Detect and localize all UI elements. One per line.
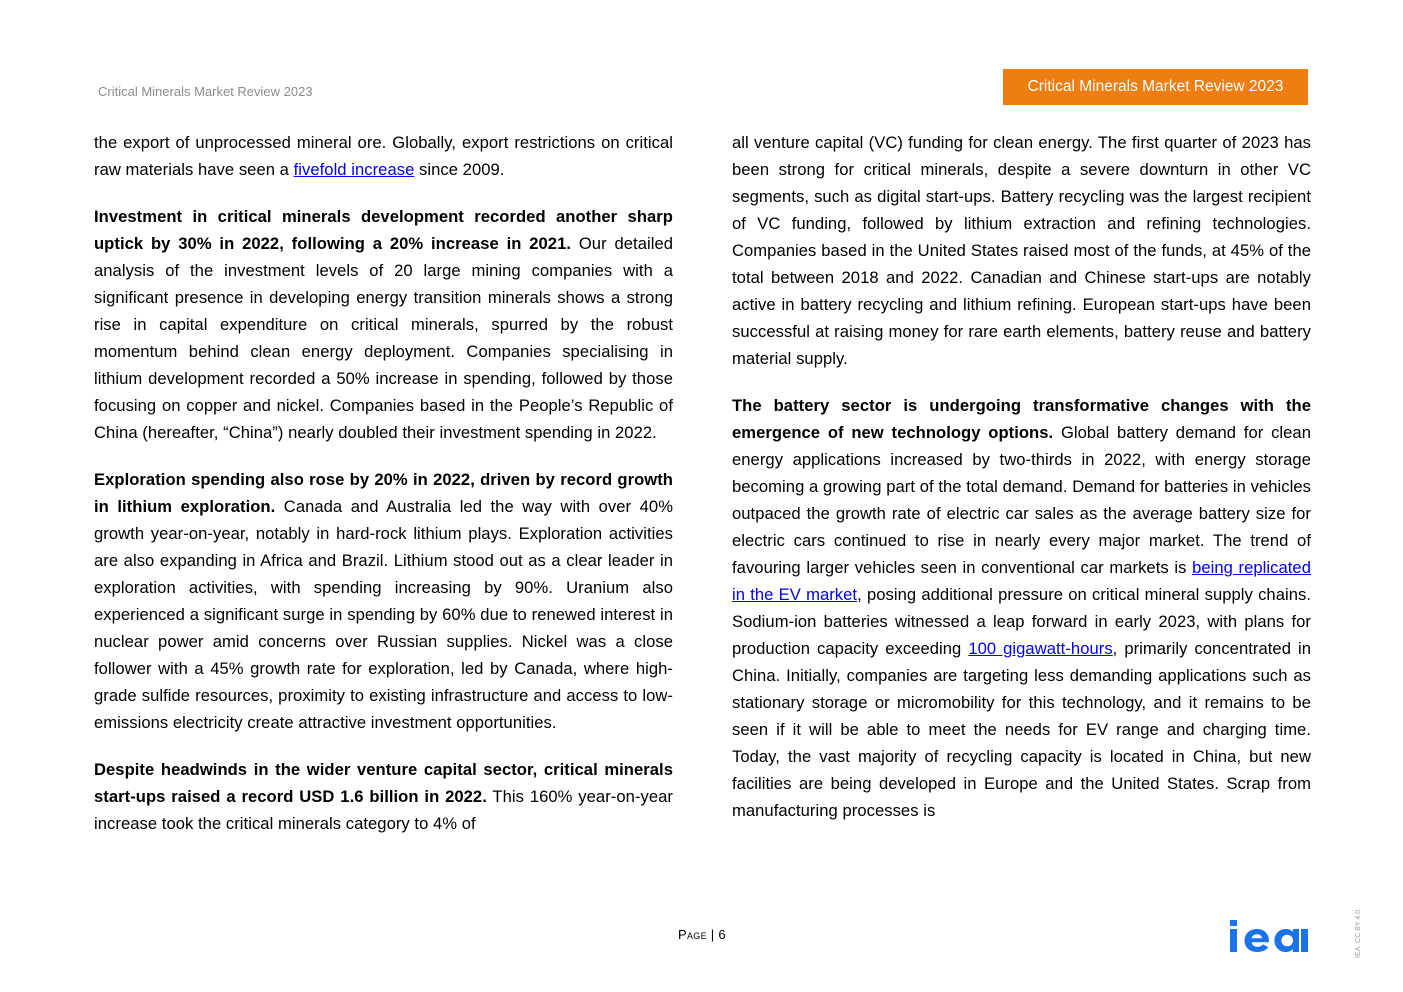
paragraph-text: , primarily concentrated in China. Initially, companies are targeting less demanding applications such as stationary storage or micromobility for this technology, and it remains to be seen if it will be able to meet the needs for EV range and charging time. Today, the vast majority of recycling capacity is located in China, but new facilities are being developed in Europe and the United States. Scrap from manufacturing processes is — [732, 639, 1311, 820]
report-title-badge — [1003, 69, 1308, 105]
paragraph-text: all venture capital (VC) funding for clean energy. The first quarter of 2023 has been strong for critical minerals, despite a severe downturn in other VC segments, such as digital start-ups. Battery recycling was the largest recipient of VC funding, followed by lithium extraction and refining technologies. Companies based in the United States raised most of the funds, at 45% of the total between 2018 and 2022. Canadian and Chinese start-ups are notably active in battery recycling and lithium refining. European start-ups have been successful at raising money for rare earth elements, battery reuse and battery material supply. — [732, 133, 1311, 368]
fivefold-increase-link[interactable]: fivefold increase — [293, 160, 415, 179]
paragraph-export-restrictions — [94, 129, 673, 183]
paragraph-lead: Exploration spending also rose by 20% in 2022, driven by record growth in lithium exploration. — [94, 470, 673, 516]
paragraph-battery-sector — [732, 392, 1311, 824]
paragraph-lead: Despite headwinds in the wider venture capital sector, critical minerals start-ups raised a record USD 1.6 billion in 2022. — [94, 760, 673, 806]
paragraph-text: since 2009. — [414, 160, 505, 179]
paragraph-lead: The battery sector is undergoing transformative changes with the emergence of new technology options. — [732, 396, 1311, 442]
page-separator: | — [706, 927, 719, 942]
left-column — [94, 129, 673, 857]
page-number — [678, 927, 726, 942]
ev-market-link[interactable]: being replicated in the EV market — [732, 558, 1311, 604]
iea-logo-icon — [1230, 918, 1308, 952]
paragraph-text: This 160% year-on-year increase took the critical minerals category to 4% of — [94, 787, 673, 833]
running-header-title: Critical Minerals Market Review 2023 — [98, 84, 313, 99]
page-label: Page — [678, 927, 707, 942]
paragraph-text: Global battery demand for clean energy applications increased by two-thirds in 2022, with energy storage becoming a growing part of the total demand. Demand for batteries in vehicles outpaced the growth rate of electric car sales as the average battery size for electric cars continued to rise in nearly every major market. The trend of favouring larger vehicles seen in conventional car markets is — [732, 423, 1311, 577]
paragraph-text: Our detailed analysis of the investment levels of 20 large mining companies with a significant presence in developing energy transition minerals shows a strong rise in capital expenditure on critical minerals, spurred by the robust momentum behind clean energy deployment. Companies specialising in lithium development recorded a 50% increase in spending, followed by those focusing on copper and nickel. Companies based in the People’s Republic of China (hereafter, “China”) nearly doubled their investment spending in 2022. — [94, 234, 673, 442]
paragraph-lead: Investment in critical minerals development recorded another sharp uptick by 30% in 2022, following a 20% increase in 2021. — [94, 207, 673, 253]
paragraph-exploration — [94, 466, 673, 736]
paragraph-vc-funding — [732, 129, 1311, 372]
license-notice: IEA. CC BY 4.0. — [1355, 907, 1362, 958]
gigawatt-hours-link[interactable]: 100 gigawatt-hours — [968, 639, 1113, 658]
paragraph-investment — [94, 203, 673, 446]
paragraph-text: Canada and Australia led the way with over 40% growth year-on-year, notably in hard-rock lithium plays. Exploration activities are also expanding in Africa and Brazil. Lithium stood out as a clear leader in exploration activities, with spending increasing by 90%. Uranium also experienced a significant surge in spending by 60% due to renewed interest in nuclear power amid concerns over Russian supplies. Nickel was a close follower with a 45% growth rate for exploration, led by Canada, where high-grade sulfide resources, proximity to existing infrastructure and access to low-emissions electricity create attractive investment opportunities. — [94, 497, 673, 732]
report-title-badge-label: Critical Minerals Market Review 2023 — [1027, 78, 1284, 95]
paragraph-text: the export of unprocessed mineral ore. Globally, export restrictions on critical raw materials have seen a — [94, 133, 673, 179]
right-column — [732, 129, 1311, 844]
paragraph-text: , posing additional pressure on critical mineral supply chains. Sodium-ion batteries witnessed a leap forward in early 2023, with plans for production capacity exceeding — [732, 585, 1311, 658]
page-number-value: 6 — [718, 927, 726, 942]
paragraph-venture-capital — [94, 756, 673, 837]
